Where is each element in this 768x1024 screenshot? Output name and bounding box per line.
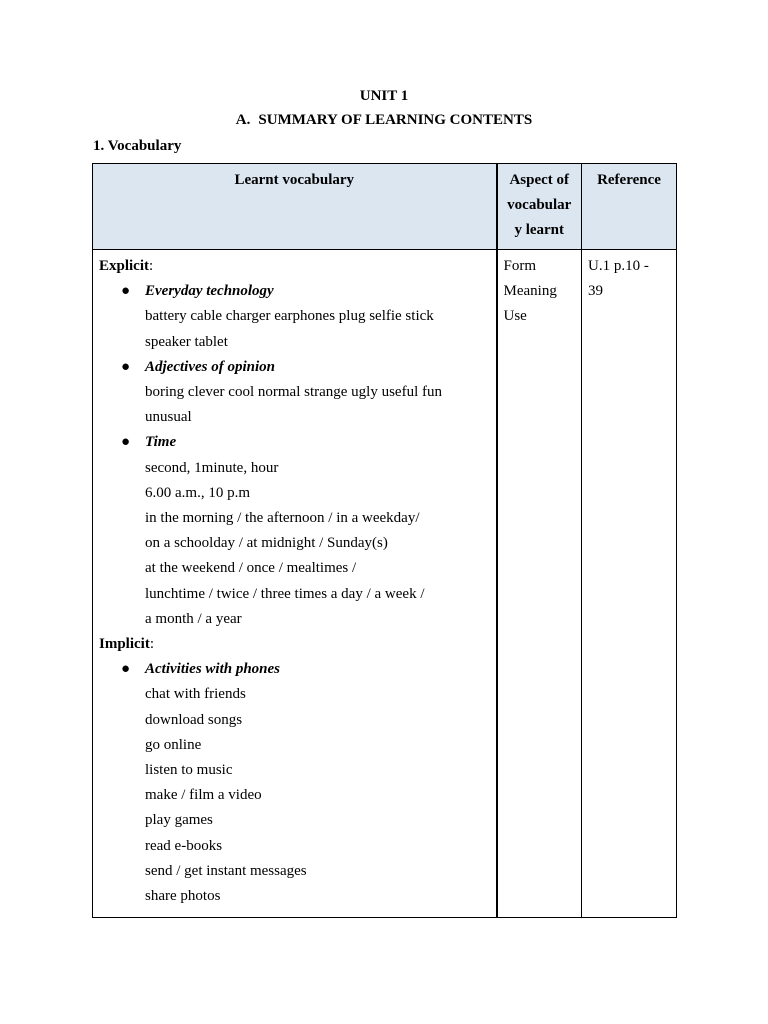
vocab-line: make / film a video [145,787,262,804]
reference-line: 39 [588,283,603,300]
vocab-line: send / get instant messages [145,862,307,879]
vocab-line: on a schoolday / at midnight / Sunday(s) [145,535,388,552]
vocab-line: 6.00 a.m., 10 p.m [145,484,250,501]
bullet-heading [99,355,490,380]
learnt-vocabulary-cell [93,250,497,918]
bullet-dot-icon: ● [121,283,131,300]
vocab-line: boring clever cool normal strange ugly useful fun [145,384,442,401]
subsection-title: 1. Vocabulary [93,138,182,154]
implicit-heading: Implicit: [99,636,155,653]
vocab-line: share photos [145,888,221,905]
vocab-line: second, 1minute, hour [145,459,279,476]
aspect-cell [497,250,582,918]
vocab-line: chat with friends [145,686,246,703]
vocab-line: play games [145,812,213,829]
bullet-heading-text: Everyday technology [145,283,274,300]
bullet-dot-icon: ● [121,661,131,678]
bullet-heading [99,657,490,682]
vocab-line: in the morning / the afternoon / in a weekday/ [145,510,420,527]
vocab-line: a month / a year [145,610,242,627]
section-name: SUMMARY OF LEARNING CONTENTS [258,112,533,128]
bullet-dot-icon: ● [121,358,131,375]
explicit-heading: Explicit: [99,258,154,274]
vocab-line: listen to music [145,762,233,779]
vocab-line: go online [145,736,202,753]
bullet-heading-text: Activities with phones [145,661,281,678]
vocab-line: at the weekend / once / mealtimes / [145,560,357,577]
section-letter: A. [235,112,251,128]
implicit-label: Implicit [99,636,150,653]
header-aspect-line: y learnt [514,222,565,239]
explicit-groups [99,279,490,632]
header-aspect-line: Aspect of [509,172,570,188]
vocab-line: download songs [145,711,243,728]
bullet-heading-text: Time [145,434,177,451]
unit-title: UNIT 1 [359,88,409,104]
bullet-heading-text: Adjectives of opinion [145,358,275,375]
implicit-groups [99,657,490,909]
table-header-row [93,164,677,250]
vocab-line: unusual [145,409,192,426]
vocab-line: lunchtime / twice / three times a day / a week / [145,585,425,602]
bullet-heading [99,430,490,455]
table-row [93,250,677,918]
explicit-label: Explicit [99,258,150,274]
bullet-heading [99,279,490,304]
aspect-meaning: Meaning [503,283,557,300]
vocab-line: speaker tablet [145,333,228,350]
header-aspect [497,164,582,250]
aspect-use: Use [503,308,527,325]
vocab-line: read e-books [145,837,223,854]
bullet-dot-icon: ● [121,434,131,451]
header-learnt-vocabulary: Learnt vocabulary [93,164,497,250]
header-aspect-line: vocabular [507,197,572,214]
header-reference: Reference [582,164,677,250]
vocab-line: battery cable charger earphones plug selfie stick [145,308,434,325]
aspect-form: Form [503,258,537,274]
reference-cell [582,250,677,918]
section-title [0,112,768,129]
vocabulary-table [92,163,677,918]
reference-line: U.1 p.10 - [588,258,649,274]
